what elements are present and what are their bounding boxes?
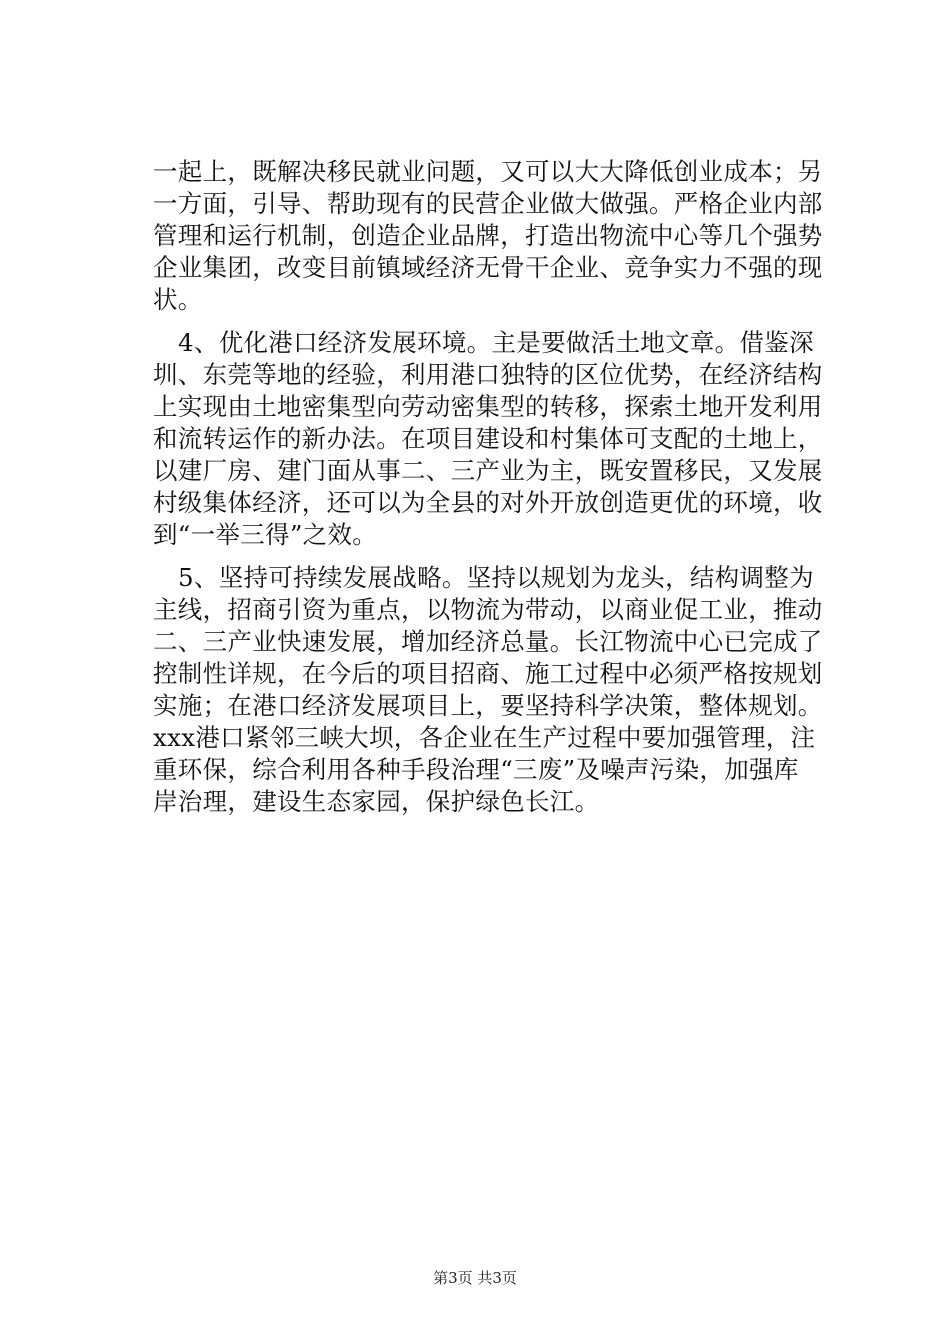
body-text-line: xxx港口紧邻三峡大坝，各企业在生产过程中要加强管理，注 (153, 723, 816, 752)
body-text-line: 圳、东莞等地的经验，利用港口独特的区位优势，在经济结构 (153, 360, 823, 389)
body-text-line: 重环保，综合利用各种手段治理“三废”及噪声污染，加强库 (153, 755, 799, 784)
body-text-line: 以建厂房、建门面从事二、三产业为主，既安置移民，又发展 (153, 456, 823, 485)
body-text-line: 岸治理，建设生态家园，保护绿色长江。 (153, 787, 600, 816)
body-text-line: 状。 (153, 285, 203, 314)
body-text-line: 控制性详规，在今后的项目招商、施工过程中必须严格按规划 (153, 659, 823, 688)
paragraph-5-first-line: 5、坚持可持续发展战略。坚持以规划为龙头，结构调整为 (178, 563, 814, 592)
body-text-line: 管理和运行机制，创造企业品牌，打造出物流中心等几个强势 (153, 221, 823, 250)
page-number-footer: 第3页 共3页 (433, 1269, 517, 1287)
paragraph-4-first-line: 4、优化港口经济发展环境。主是要做活土地文章。借鉴深 (178, 328, 814, 357)
body-text-line: 主线，招商引资为重点，以物流为带动，以商业促工业，推动 (153, 595, 823, 624)
body-text-line: 二、三产业快速发展，增加经济总量。长江物流中心已完成了 (153, 627, 823, 656)
body-text-line: 上实现由土地密集型向劳动密集型的转移，探索土地开发利用 (153, 392, 823, 421)
body-text-line: 到“一举三得”之效。 (153, 520, 378, 549)
body-text-line: 实施；在港口经济发展项目上，要坚持科学决策，整体规划。 (153, 691, 823, 720)
body-text-line: 村级集体经济，还可以为全县的对外开放创造更优的环境，收 (153, 488, 823, 517)
body-text-line: 和流转运作的新办法。在项目建设和村集体可支配的土地上， (153, 424, 823, 453)
body-text-line: 一起上，既解决移民就业问题，又可以大大降低创业成本；另 (153, 157, 823, 186)
body-text-line: 一方面，引导、帮助现有的民营企业做大做强。严格企业内部 (153, 189, 823, 218)
body-text-line: 企业集团，改变目前镇域经济无骨干企业、竞争实力不强的现 (153, 253, 823, 282)
